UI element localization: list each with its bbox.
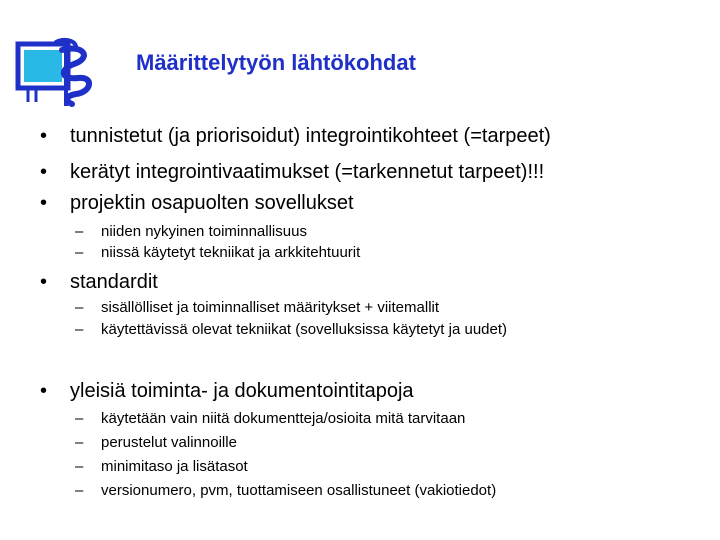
bullet-item <box>40 124 551 148</box>
bullet-glyph: • <box>40 125 48 147</box>
bullet-glyph: • <box>40 161 48 183</box>
sub-bullet-item <box>75 222 307 242</box>
sub-bullet-item <box>75 298 439 318</box>
dash-glyph: – <box>75 223 84 240</box>
sub-bullet-text: sisällölliset ja toiminnalliset määritykset + viitemallit <box>101 299 440 316</box>
bullet-glyph: • <box>40 380 48 402</box>
bullet-text: kerätyt integrointivaatimukset (=tarkennetut tarpeet)!!! <box>70 161 545 183</box>
slide-title: Määrittelytyön lähtökohdat <box>136 50 416 75</box>
bullet-text: standardit <box>70 271 158 293</box>
sub-bullet-text: niiden nykyinen toiminnallisuus <box>101 223 307 240</box>
bullet-glyph: • <box>40 271 48 293</box>
sub-bullet-text: perustelut valinnoille <box>101 434 237 451</box>
sub-bullet-item <box>75 481 496 501</box>
dash-glyph: – <box>75 321 84 338</box>
sub-bullet-text: minimitaso ja lisätasot <box>101 458 248 475</box>
dash-glyph: – <box>75 410 84 427</box>
sub-bullet-item <box>75 243 360 263</box>
bullet-text: tunnistetut (ja priorisoidut) integrointikohteet (=tarpeet) <box>70 125 551 147</box>
dash-glyph: – <box>75 244 84 261</box>
dash-glyph: – <box>75 434 84 451</box>
bullet-glyph: • <box>40 192 48 214</box>
bullet-item <box>40 191 354 215</box>
bullet-item <box>40 160 544 184</box>
dash-glyph: – <box>75 458 84 475</box>
bullet-text: projektin osapuolten sovellukset <box>70 192 354 214</box>
sub-bullet-item <box>75 409 465 429</box>
sub-bullet-text: käytetään vain niitä dokumentteja/osioita mitä tarvitaan <box>101 410 466 427</box>
sub-bullet-text: versionumero, pvm, tuottamiseen osallistuneet (vakiotiedot) <box>101 482 497 499</box>
bullet-item <box>40 270 158 294</box>
sub-bullet-text: käytettävissä olevat tekniikat (sovelluksissa käytetyt ja uudet) <box>101 321 508 338</box>
sub-bullet-text: niissä käytetyt tekniikat ja arkkitehtuurit <box>101 244 361 261</box>
dash-glyph: – <box>75 299 84 316</box>
bullet-item <box>40 379 414 403</box>
sub-bullet-item <box>75 320 507 340</box>
dash-glyph: – <box>75 482 84 499</box>
sub-bullet-item <box>75 433 237 453</box>
sub-bullet-item <box>75 457 248 477</box>
bullet-text: yleisiä toiminta- ja dokumentointitapoja <box>70 380 414 402</box>
